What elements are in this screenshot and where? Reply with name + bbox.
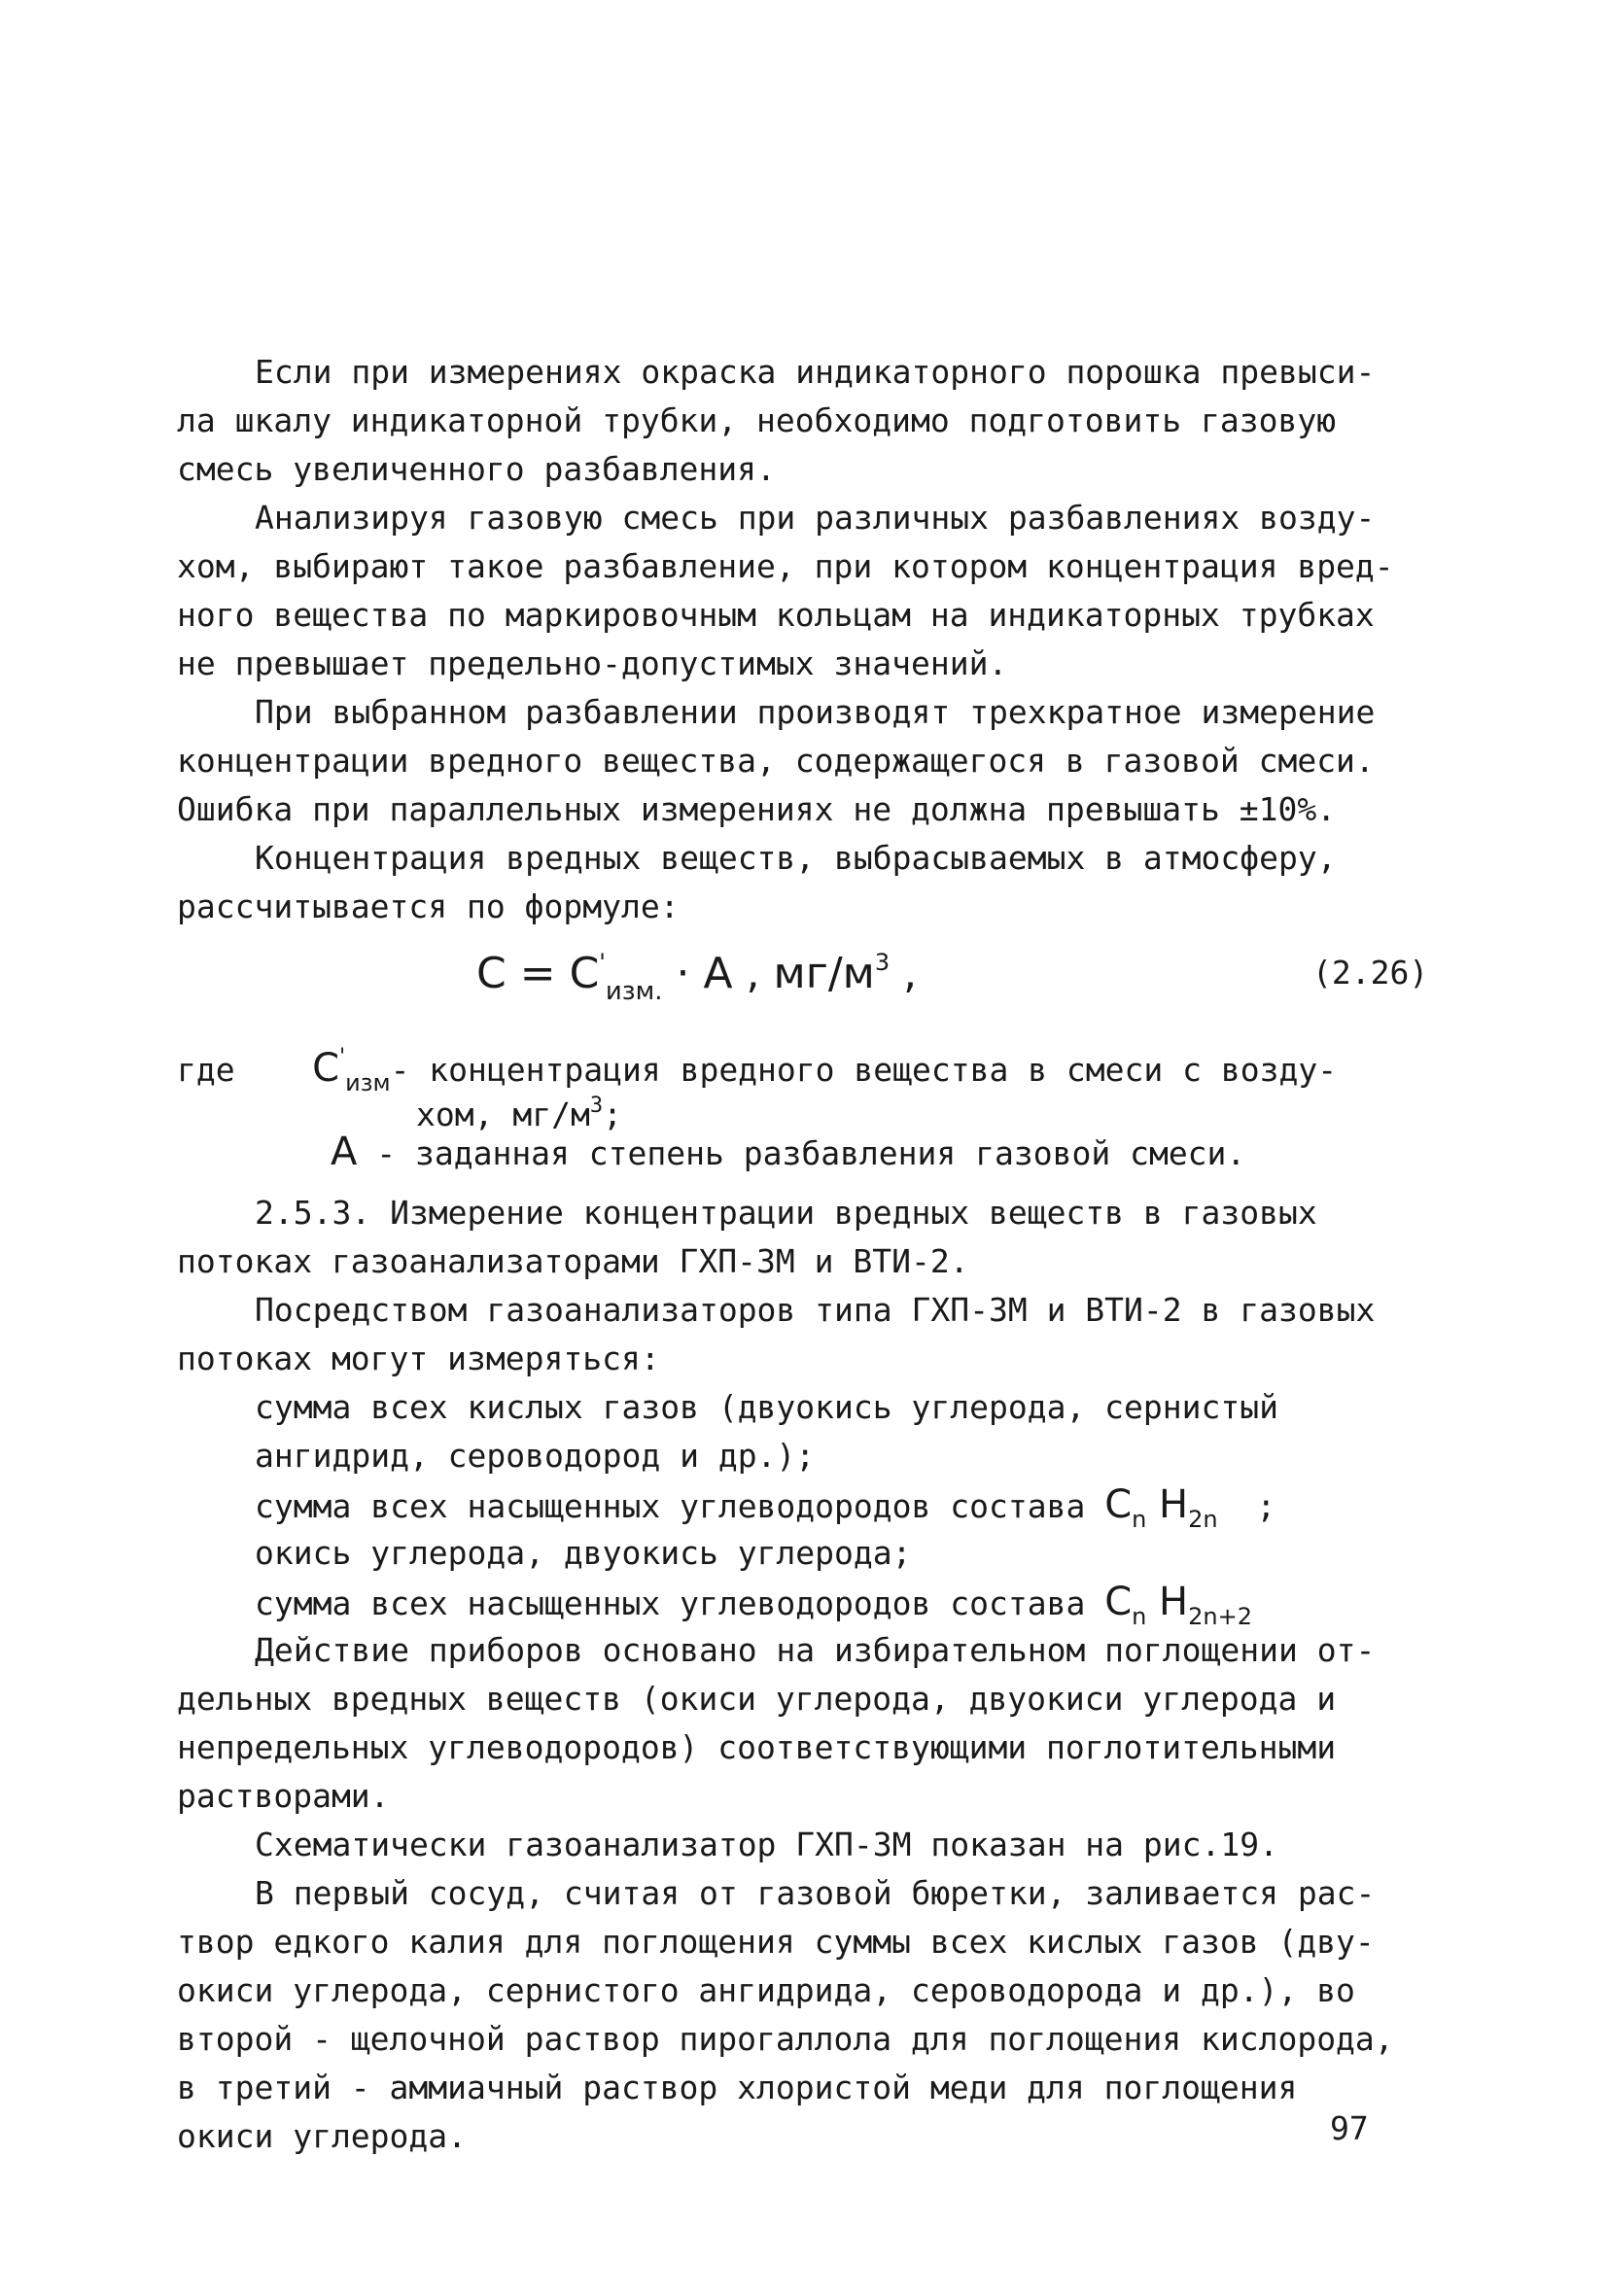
formula-sub: изм. bbox=[605, 977, 663, 1006]
symbol-c-izm-sub: изм bbox=[345, 1069, 391, 1096]
para1-line3: смесь увеличенного разбавления. bbox=[177, 450, 776, 488]
list-item3: окись углерода, двуокись углерода; bbox=[255, 1534, 912, 1572]
cn2-h: H bbox=[1146, 1580, 1189, 1624]
cn2-c-sub: n bbox=[1132, 1603, 1147, 1630]
formula-cn-h2n2 bbox=[1104, 1580, 1252, 1630]
para4-line1: Концентрация вредных веществ, выбрасываемых в атмосферу, bbox=[255, 839, 1337, 877]
para3-line1: При выбранном разбавлении производят трехкратное измерение bbox=[255, 693, 1376, 731]
list-item4-text: сумма всех насыщенных углеводородов состава bbox=[255, 1584, 1105, 1622]
cn-h: H bbox=[1146, 1482, 1189, 1527]
symbol-a: A bbox=[331, 1130, 358, 1174]
para2-line4: не превышает предельно-допустимых значений. bbox=[177, 644, 1008, 682]
para1-line1: Если при измерениях окраска индикаторного порошка превыси- bbox=[255, 353, 1376, 391]
cn-h-sub: 2n bbox=[1188, 1506, 1218, 1533]
cn2-h-sub: 2n+2 bbox=[1188, 1603, 1252, 1630]
cn-c-sub: n bbox=[1132, 1506, 1147, 1533]
formula-lhs: C = C bbox=[476, 949, 600, 998]
para1-line2: ла шкалу индикаторной трубки, необходимо подготовить газовую bbox=[177, 401, 1337, 439]
para2-line1: Анализируя газовую смесь при различных разбавлениях возду- bbox=[255, 499, 1376, 537]
para8-line3: окиси углерода, сернистого ангидрида, сероводорода и др.), во bbox=[177, 1971, 1355, 2009]
para8-line2: твор едкого калия для поглощения суммы всех кислых газов (дву- bbox=[177, 1923, 1375, 1961]
page-number: 97 bbox=[1330, 2109, 1369, 2147]
symbol-c-izm bbox=[312, 1045, 391, 1096]
para6-line4: растворами. bbox=[177, 1777, 390, 1815]
para2-line2: хом, выбирают такое разбавление, при котором концентрация вред- bbox=[177, 547, 1394, 585]
section-heading-line2: потоках газоанализаторами ГХП-3М и ВТИ-2. bbox=[177, 1242, 969, 1280]
para8-line6: окиси углерода. bbox=[177, 2117, 468, 2155]
symbol-a-desc: - заданная степень разбавления газовой смеси. bbox=[357, 1134, 1246, 1172]
formula-2-26 bbox=[476, 933, 917, 1021]
formula-tail: , bbox=[890, 949, 918, 998]
formula-prime: ' bbox=[599, 949, 606, 976]
para8-line1: В первый сосуд, считая от газовой бюретки, заливается рас- bbox=[255, 1874, 1376, 1912]
para8-line5: в третий - аммиачный раствор хлористой меди для поглощения bbox=[177, 2069, 1298, 2106]
formula-cn-h2n bbox=[1104, 1482, 1218, 1533]
section-heading-line1: 2.5.3. Измерение концентрации вредных веществ в газовых bbox=[255, 1194, 1317, 1232]
where-line1 bbox=[177, 1035, 1337, 1105]
symbol-c-izm-base: C bbox=[312, 1046, 340, 1091]
para6-line1: Действие приборов основано на избирательном поглощении от- bbox=[255, 1631, 1376, 1669]
list-item2-end: ; bbox=[1217, 1487, 1276, 1525]
cn-c: C bbox=[1104, 1482, 1133, 1527]
para2-line3: ного вещества по маркировочным кольцам на индикаторных трубках bbox=[177, 596, 1375, 634]
para6-line3: непредельных углеводородов) соответствующими поглотительными bbox=[177, 1728, 1337, 1766]
list-item1-line1: сумма всех кислых газов (двуокись углерода, сернистый bbox=[255, 1388, 1278, 1426]
para3-line3: Ошибка при параллельных измерениях не должна превышать ±10%. bbox=[177, 790, 1337, 828]
para5-line1: Посредством газоанализаторов типа ГХП-3М и ВТИ-2 в газовых bbox=[255, 1291, 1376, 1329]
list-item2-text: сумма всех насыщенных углеводородов состава bbox=[255, 1487, 1105, 1525]
para4-line2: рассчитывается по формуле: bbox=[177, 887, 680, 925]
symbol-c-izm-desc-line2: хом, мг/м bbox=[416, 1096, 590, 1133]
para8-line4: второй - щелочной раствор пирогаллола для поглощения кислорода, bbox=[177, 2020, 1394, 2058]
list-item1-line2: ангидрид, сероводород и др.); bbox=[255, 1437, 816, 1475]
where-line3 bbox=[331, 1130, 1245, 1176]
para5-line2: потоках могут измеряться: bbox=[177, 1339, 660, 1377]
symbol-c-izm-desc-end: ; bbox=[603, 1096, 622, 1133]
para6-line2: дельных вредных веществ (окиси углерода, двуокиси углерода и bbox=[177, 1680, 1337, 1718]
cn2-c: C bbox=[1104, 1580, 1133, 1624]
para7-line1: Схематически газоанализатор ГХП-3М показан на рис.19. bbox=[255, 1826, 1278, 1863]
symbol-c-izm-desc-line1: - концентрация вредного вещества в смеси с возду- bbox=[390, 1051, 1338, 1089]
symbol-c-izm-desc-sup: 3 bbox=[589, 1094, 604, 1118]
formula-unit-sup: 3 bbox=[874, 949, 891, 976]
symbol-c-izm-prime: ' bbox=[339, 1045, 346, 1069]
where-word: где bbox=[177, 1051, 235, 1089]
formula-rhs: · A , мг/м bbox=[662, 949, 875, 998]
para3-line2: концентрации вредного вещества, содержащегося в газовой смеси. bbox=[177, 742, 1375, 780]
equation-number: (2.26) bbox=[1312, 954, 1429, 991]
